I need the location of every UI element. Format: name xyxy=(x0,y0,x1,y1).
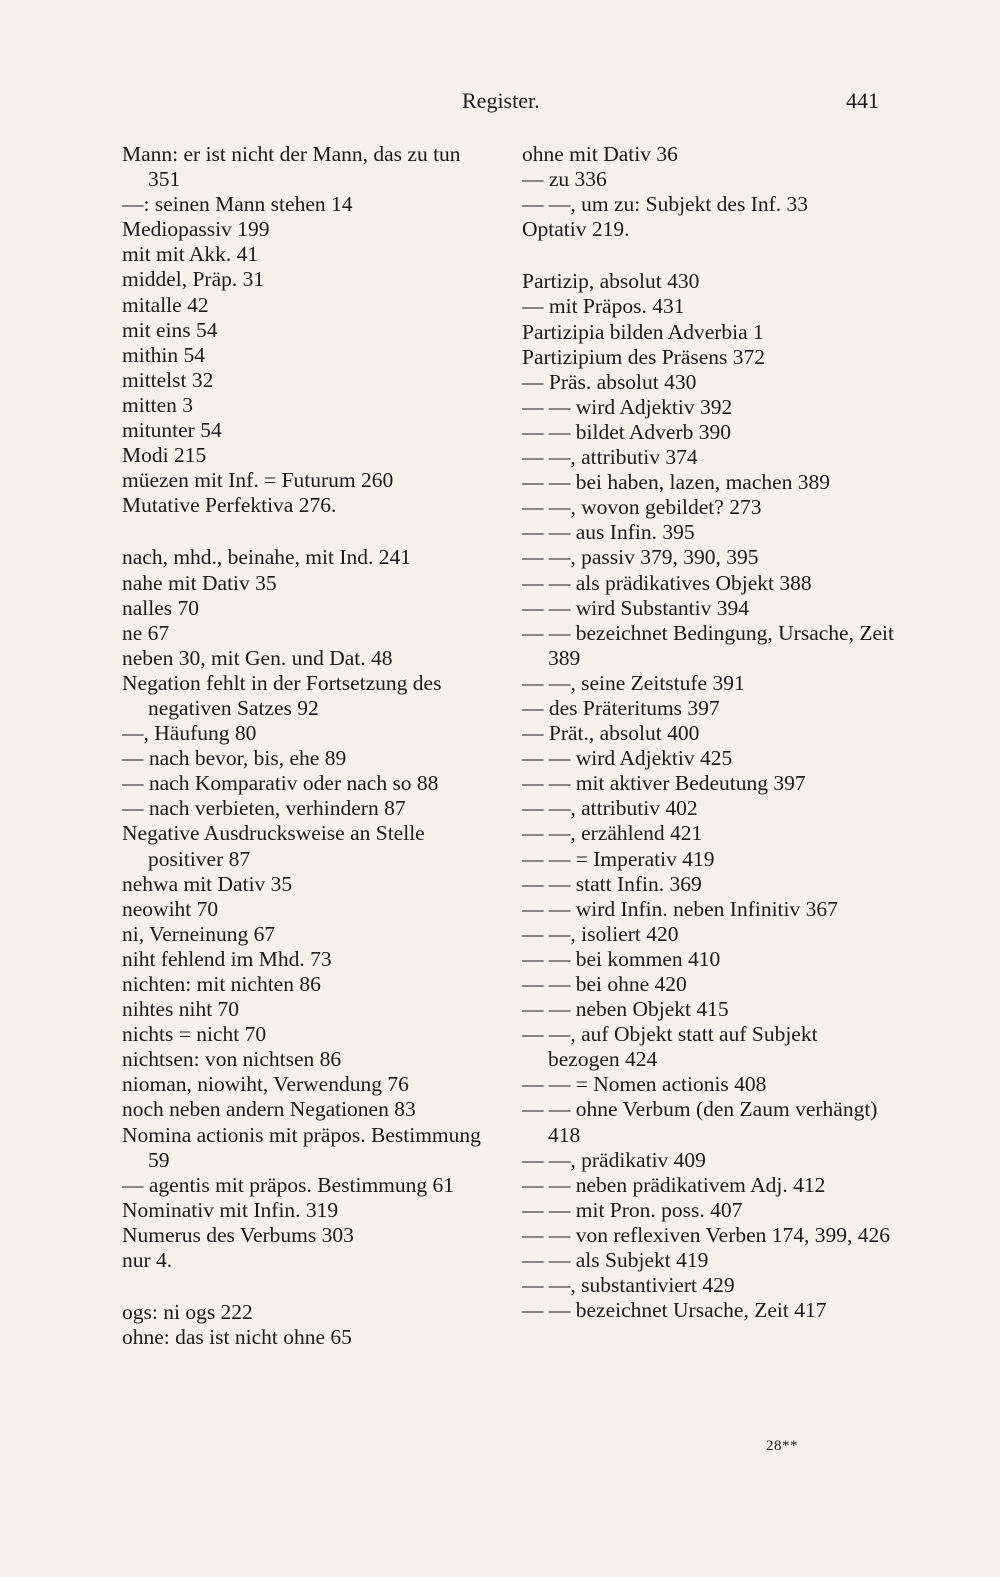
index-entry: — — bildet Adverb 390 xyxy=(522,419,732,444)
index-entry: Nomina actionis mit präpos. Bestimmung 59 xyxy=(122,1122,481,1172)
page-number: 441 xyxy=(846,88,879,113)
index-entry: — — wird Infin. neben Infinitiv 367 xyxy=(522,896,838,921)
index-entry: — —, prädikativ 409 xyxy=(522,1147,706,1172)
index-entry: ohne: das ist nicht ohne 65 xyxy=(122,1325,352,1350)
index-entry: nalles 70 xyxy=(122,595,200,620)
index-entry: ne 67 xyxy=(122,620,170,645)
index-entry: — nach Komparativ oder nach so 88 xyxy=(122,771,439,796)
index-entry: Partizipia bilden Adverbia 1 xyxy=(522,319,764,344)
section-gap xyxy=(122,518,498,545)
index-entry: — —, wovon gebildet? 273 xyxy=(522,495,762,520)
index-entry: — — bezeichnet Bedingung, Ursache, Zeit 389 xyxy=(522,620,894,670)
index-entry: Nominativ mit Infin. 319 xyxy=(122,1197,339,1222)
index-entry: niht fehlend im Mhd. 73 xyxy=(122,946,332,971)
index-entry: — —, attributiv 402 xyxy=(522,796,698,821)
index-entry: Numerus des Verbums 303 xyxy=(122,1222,354,1247)
index-entry: mitunter 54 xyxy=(122,418,222,443)
index-entry: — —, isoliert 420 xyxy=(522,921,679,946)
index-entry: Mann: er ist nicht der Mann, das zu tun 351 xyxy=(122,142,461,192)
index-entry: Optativ 219. xyxy=(522,217,630,242)
index-entry: ni, Verneinung 67 xyxy=(122,921,276,946)
running-header xyxy=(0,88,1000,118)
index-entry: mit eins 54 xyxy=(122,317,218,342)
header-title: Register. xyxy=(462,88,540,113)
index-entry: mit mit Akk. 41 xyxy=(122,242,259,267)
index-entry: — —, substantiviert 429 xyxy=(522,1273,735,1298)
index-entry: — — mit aktiver Bedeutung 397 xyxy=(522,771,806,796)
index-entry: — — wird Adjektiv 392 xyxy=(522,394,733,419)
index-entry: nehwa mit Dativ 35 xyxy=(122,871,293,896)
index-entry: — —, auf Objekt statt auf Subjekt bezogen 424 xyxy=(522,1022,818,1072)
index-entry: — — bezeichnet Ursache, Zeit 417 xyxy=(522,1298,827,1323)
section-gap xyxy=(522,242,894,269)
index-entry: ogs: ni ogs 222 xyxy=(122,1300,253,1325)
signature-mark: 28** xyxy=(766,1438,798,1454)
index-entry: nahe mit Dativ 35 xyxy=(122,570,277,595)
index-entry: — Präs. absolut 430 xyxy=(522,369,697,394)
index-entry: —, Häufung 80 xyxy=(122,721,257,746)
index-entry: Partizip, absolut 430 xyxy=(522,269,700,294)
index-entry: Partizipium des Präsens 372 xyxy=(522,344,766,369)
index-entry: neben 30, mit Gen. und Dat. 48 xyxy=(122,645,393,670)
index-entry: nihtes niht 70 xyxy=(122,997,240,1022)
index-entry: middel, Präp. 31 xyxy=(122,267,265,292)
index-column-right xyxy=(522,142,894,1323)
index-entry: Negative Ausdrucksweise an Stelle positiver 87 xyxy=(122,821,425,871)
index-entry: noch neben andern Negationen 83 xyxy=(122,1097,416,1122)
index-entry: — —, seine Zeitstufe 391 xyxy=(522,670,745,695)
index-entry: Mediopassiv 199 xyxy=(122,217,270,242)
index-entry: — — ohne Verbum (den Zaum verhängt) 418 xyxy=(522,1097,878,1147)
index-entry: — — aus Infin. 395 xyxy=(522,520,695,545)
index-column-left xyxy=(122,142,498,1350)
index-entry: nioman, niowiht, Verwendung 76 xyxy=(122,1072,409,1097)
index-entry: —: seinen Mann stehen 14 xyxy=(122,192,353,217)
index-entry: — — bei haben, lazen, machen 389 xyxy=(522,470,831,495)
index-entry: — —, attributiv 374 xyxy=(522,445,698,470)
index-entry: Modi 215 xyxy=(122,443,207,468)
index-entry: mitalle 42 xyxy=(122,292,209,317)
index-entry: — Prät., absolut 400 xyxy=(522,721,700,746)
index-entry: müezen mit Inf. = Futurum 260 xyxy=(122,468,394,493)
index-entry: Negation fehlt in der Fortsetzung des negativen Satzes 92 xyxy=(122,670,442,720)
index-entry: — — als prädikatives Objekt 388 xyxy=(522,570,812,595)
index-entry: Mutative Perfektiva 276. xyxy=(122,493,337,518)
index-entry: — — bei ohne 420 xyxy=(522,972,687,996)
index-entry: — nach bevor, bis, ehe 89 xyxy=(122,746,347,771)
index-entry: — des Präteritums 397 xyxy=(522,695,720,720)
index-entry: — mit Präpos. 431 xyxy=(522,294,685,319)
index-entry: — — von reflexiven Verben 174, 399, 426 xyxy=(522,1222,891,1247)
index-entry: — —, erzählend 421 xyxy=(522,821,703,846)
section-gap xyxy=(122,1273,498,1300)
index-entry: — agentis mit präpos. Bestimmung 61 xyxy=(122,1172,455,1197)
index-entry: nach, mhd., beinahe, mit Ind. 241 xyxy=(122,545,411,570)
index-entry: nichtsen: von nichtsen 86 xyxy=(122,1047,342,1072)
index-entry: — — statt Infin. 369 xyxy=(522,871,702,896)
index-entry: nichts = nicht 70 xyxy=(122,1022,267,1047)
index-entry: — — neben Objekt 415 xyxy=(522,997,729,1022)
index-entry: mittelst 32 xyxy=(122,367,214,392)
index-entry: nur 4. xyxy=(122,1248,173,1273)
index-entry: — — wird Substantiv 394 xyxy=(522,595,749,620)
index-entry: neowiht 70 xyxy=(122,896,219,921)
index-entry: mitten 3 xyxy=(122,392,194,417)
index-entry: — —, um zu: Subjekt des Inf. 33 xyxy=(522,192,809,217)
index-entry: — — = Imperativ 419 xyxy=(522,846,715,871)
index-entry: — — als Subjekt 419 xyxy=(522,1248,709,1273)
index-entry: mithin 54 xyxy=(122,342,206,367)
index-entry: — — neben prädikativem Adj. 412 xyxy=(522,1172,826,1197)
index-entry: — — wird Adjektiv 425 xyxy=(522,746,733,771)
index-entry: — — = Nomen actionis 408 xyxy=(522,1072,767,1097)
index-entry: — zu 336 xyxy=(522,167,607,192)
index-entry: — — bei kommen 410 xyxy=(522,946,721,971)
index-entry: ohne mit Dativ 36 xyxy=(522,142,678,166)
index-entry: — —, passiv 379, 390, 395 xyxy=(522,545,759,570)
index-entry: nichten: mit nichten 86 xyxy=(122,972,321,996)
index-entry: — nach verbieten, verhindern 87 xyxy=(122,796,406,821)
index-entry: — — mit Pron. poss. 407 xyxy=(522,1197,743,1222)
